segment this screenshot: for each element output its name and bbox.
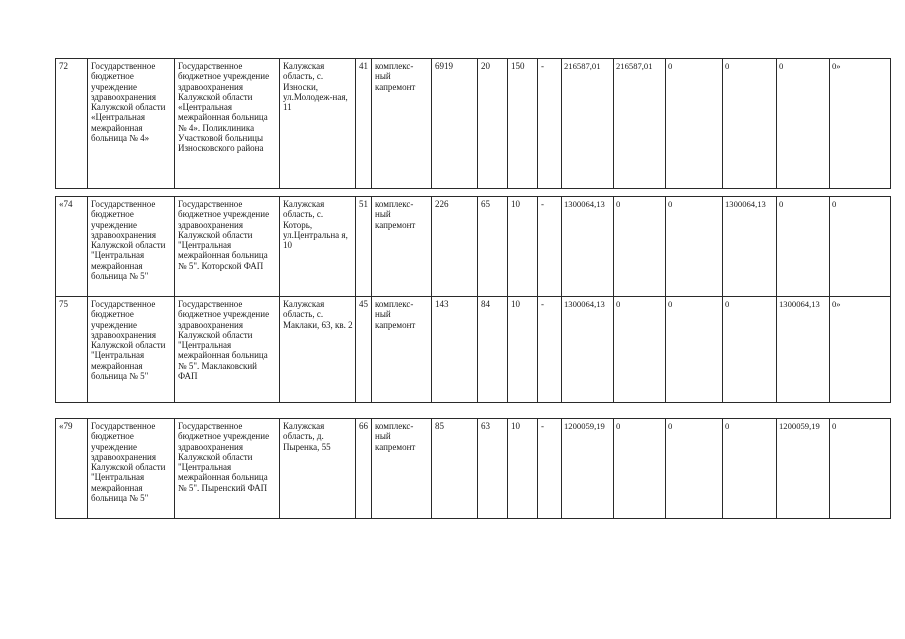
cell-year-3: 0 [723,59,777,189]
cell-year-4: 1300064,13 [777,297,830,403]
cell-area: 6919 [432,59,478,189]
cell-work-type: комплекс-ный капремонт [372,297,432,403]
cell-year-3: 1300064,13 [723,197,777,297]
cell-year-4: 0 [777,197,830,297]
cell-year-2: 0 [666,59,723,189]
cell-dash: - [538,197,562,297]
cell-row-number: «79 [56,419,88,519]
cell-value-a: 20 [478,59,508,189]
cell-year-1: 0 [614,197,666,297]
cell-facility: Государственное бюджетное учреждение здравоохранения Калужской области "Центральная межрайонная больница № 5". Маклаковский ФАП [175,297,280,403]
cell-area: 85 [432,419,478,519]
cell-organization: Государственное бюджетное учреждение здравоохранения Калужской области «Центральная межрайонная больница № 4» [88,59,175,189]
cell-value-a: 84 [478,297,508,403]
cell-dash: - [538,59,562,189]
cell-code: 41 [356,59,372,189]
cell-year-3: 0 [723,419,777,519]
cell-year-3: 0 [723,297,777,403]
cell-address: Калужская область, с. Которь, ул.Центральна я, 10 [280,197,356,297]
cell-year-5: 0 [830,419,891,519]
cell-organization: Государственное бюджетное учреждение здравоохранения Калужской области "Центральная межрайонная больница № 5" [88,197,175,297]
cell-total: 1300064,13 [562,297,614,403]
cell-year-4: 1200059,19 [777,419,830,519]
cell-value-b: 10 [508,297,538,403]
cell-year-1: 0 [614,419,666,519]
cell-row-number: 75 [56,297,88,403]
cell-year-5: 0 [830,197,891,297]
cell-value-a: 65 [478,197,508,297]
cell-work-type: комплекс-ный капремонт [372,197,432,297]
cell-organization: Государственное бюджетное учреждение здравоохранения Калужской области "Центральная межрайонная больница № 5" [88,419,175,519]
cell-year-1: 216587,01 [614,59,666,189]
cell-value-b: 10 [508,197,538,297]
cell-total: 1300064,13 [562,197,614,297]
cell-area: 226 [432,197,478,297]
cell-organization: Государственное бюджетное учреждение здравоохранения Калужской области "Центральная межрайонная больница № 5" [88,297,175,403]
table-block-1 [55,58,891,189]
cell-year-2: 0 [666,197,723,297]
cell-year-1: 0 [614,297,666,403]
cell-code: 66 [356,419,372,519]
cell-row-number: 72 [56,59,88,189]
cell-year-4: 0 [777,59,830,189]
table-block-3 [55,418,891,519]
cell-dash: - [538,419,562,519]
cell-facility: Государственное бюджетное учреждение здравоохранения Калужской области «Центральная межрайонная больница № 4». Поликлиника Участковой больницы Износковского района [175,59,280,189]
cell-address: Калужская область, с. Износки, ул.Молодеж-ная, 11 [280,59,356,189]
cell-facility: Государственное бюджетное учреждение здравоохранения Калужской области "Центральная межрайонная больница № 5". Которской ФАП [175,197,280,297]
table-row [56,297,891,403]
cell-facility: Государственное бюджетное учреждение здравоохранения Калужской области "Центральная межрайонная больница № 5". Пыренский ФАП [175,419,280,519]
table-block-2 [55,196,891,403]
cell-year-5: 0» [830,297,891,403]
cell-year-2: 0 [666,419,723,519]
table-row [56,59,891,189]
cell-dash: - [538,297,562,403]
cell-work-type: комплекс-ный капремонт [372,59,432,189]
cell-year-2: 0 [666,297,723,403]
table-row [56,419,891,519]
cell-value-a: 63 [478,419,508,519]
cell-value-b: 10 [508,419,538,519]
cell-work-type: комплекс-ный капремонт [372,419,432,519]
cell-year-5: 0» [830,59,891,189]
cell-area: 143 [432,297,478,403]
cell-code: 45 [356,297,372,403]
cell-total: 216587,01 [562,59,614,189]
cell-address: Калужская область, д. Пыренка, 55 [280,419,356,519]
cell-address: Калужская область, с. Маклаки, 63, кв. 2 [280,297,356,403]
cell-code: 51 [356,197,372,297]
cell-total: 1200059,19 [562,419,614,519]
cell-row-number: «74 [56,197,88,297]
table-row [56,197,891,297]
cell-value-b: 150 [508,59,538,189]
